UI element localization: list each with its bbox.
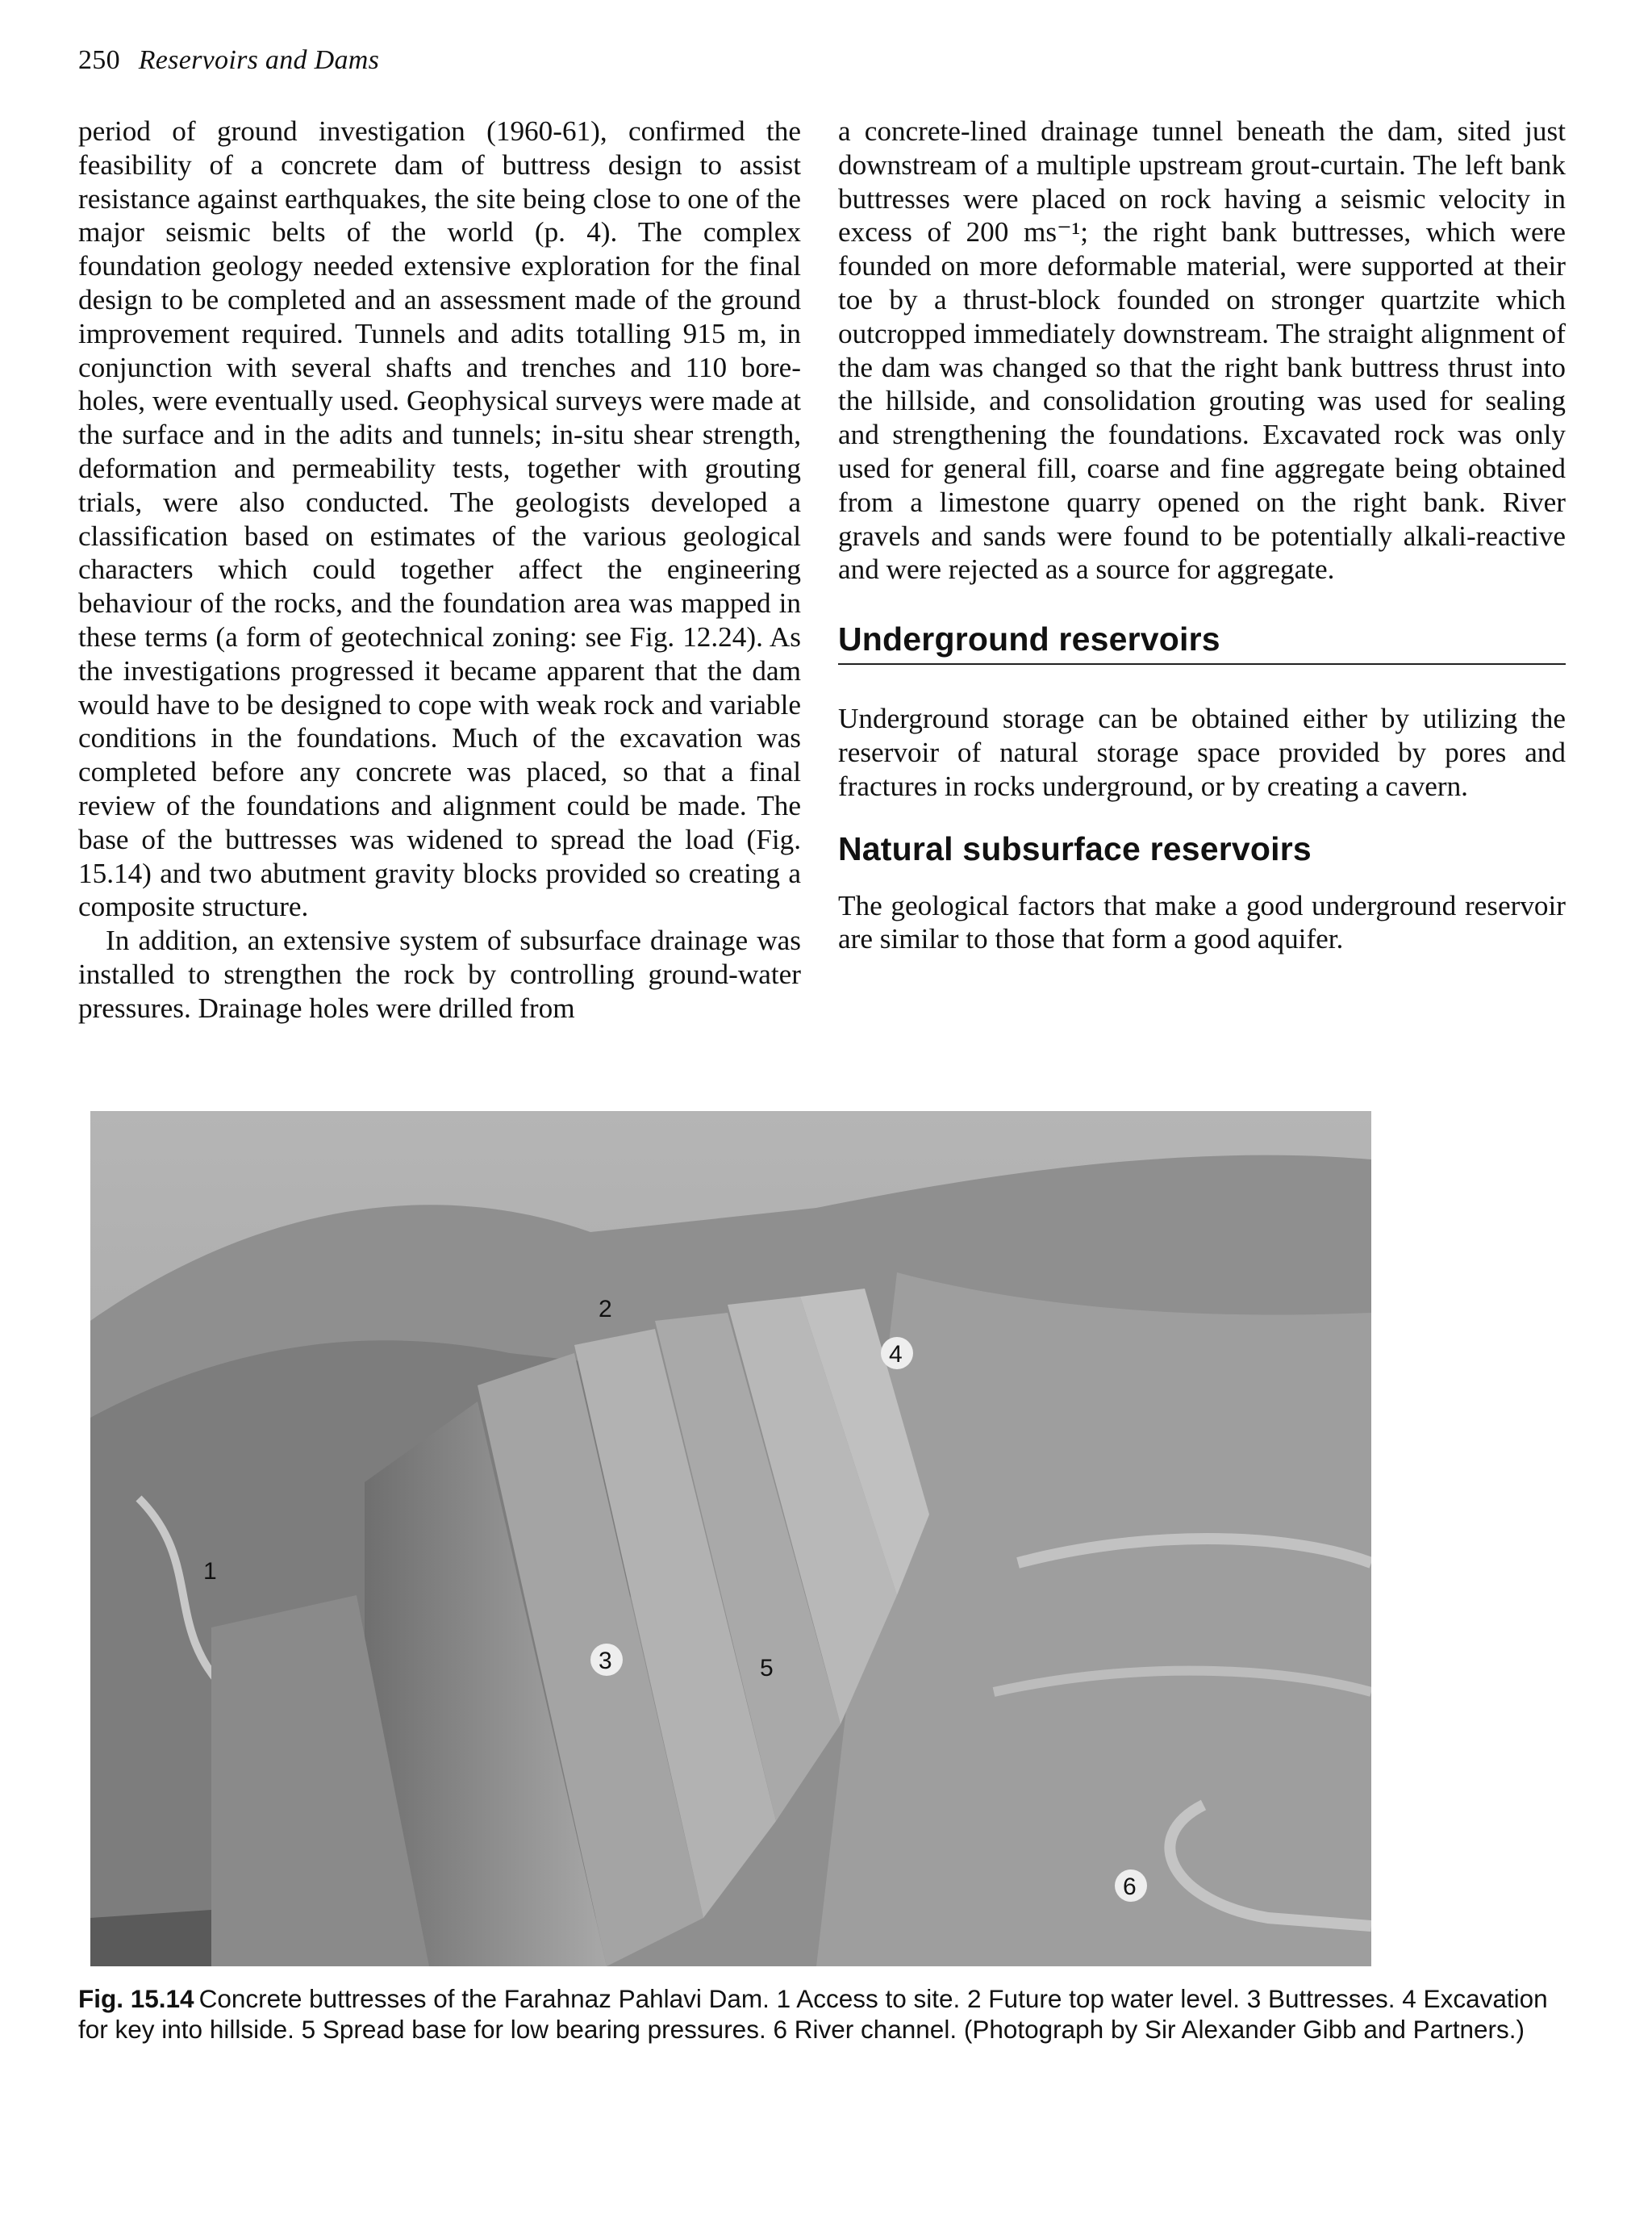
figure-caption-label: Fig. 15.14 [78, 1984, 194, 2013]
figure-caption-text: Concrete buttresses of the Farahnaz Pahlavi Dam. 1 Access to site. 2 Future top water level. 3 Buttresses. 4 Excavation for key into hillside. 5 Spread base for low bearing pressures. 6 River channel. (Photograph by Sir Alexander Gibb and Partners.) [78, 1984, 1548, 2044]
figure-caption [78, 1983, 1566, 2045]
heading-rule [838, 663, 1566, 665]
right-paragraph-3: The geological factors that make a good underground reservoir are similar to those that form a good aquifer. [838, 889, 1566, 955]
left-paragraph-1: period of ground investigation (1960-61), confirmed the feasibility of a concrete dam of buttress design to assist resistance against earthquakes, the site being close to one of the major seismic belts of the world (p. 4). The complex foundation geology needed extensive exploration for the final design to be completed and an assessment made of the ground improvement required. Tunnels and adits totalling 915 m, in conjunction with several shafts and trenches and 110 bore-holes, were eventually used. Geophysical surveys were made at the surface and in the adits and tunnels; in-situ shear strength, deformation and permeability tests, together with grouting trials, were also conducted. The geologists developed a classification based on estimates of the various geological characters which could together affect the engineering behaviour of the rocks, and the foundation area was mapped in these terms (a form of geotechnical zoning: see Fig. 12.24). As the investigations progressed it became apparent that the dam would have to be designed to cope with weak rock and variable conditions in the foundations. Much of the excavation was completed before any concrete was placed, so that a final review of the foundations and alignment could be made. The base of the buttresses was widened to spread the load (Fig. 15.14) and two abutment gravity blocks provided so creating a composite structure. [78, 115, 801, 923]
right-column [838, 115, 1566, 956]
left-paragraph-2: In addition, an extensive system of subsurface drainage was installed to strengthen the rock by controlling ground-water pressures. Drainage holes were drilled from [78, 925, 801, 1024]
running-head [78, 45, 379, 76]
right-paragraph-2: Underground storage can be obtained either by utilizing the reservoir of natural storage space provided by pores and fractures in rocks underground, or by creating a cavern. [838, 703, 1566, 802]
photo-marker-4: 4 [889, 1341, 903, 1368]
left-column [78, 115, 801, 1026]
book-title: Reservoirs and Dams [138, 45, 380, 75]
subsection-heading: Natural subsurface reservoirs [838, 829, 1312, 867]
photo-marker-6: 6 [1123, 1874, 1137, 1900]
foreground-shadow [90, 1910, 211, 1966]
hillside-right [816, 1272, 1371, 1966]
dam-photo-illustration [90, 1111, 1371, 1966]
photo-marker-5: 5 [760, 1655, 774, 1681]
dam-photograph [90, 1111, 1371, 1966]
section-heading: Underground reservoirs [838, 620, 1220, 658]
photo-marker-1: 1 [203, 1558, 217, 1585]
photo-marker-3: 3 [599, 1648, 612, 1674]
page-number: 250 [78, 45, 120, 75]
photo-marker-2: 2 [599, 1296, 612, 1322]
right-paragraph-1: a concrete-lined drainage tunnel beneath the dam, sited just downstream of a multiple upstream grout-curtain. The left bank buttresses were placed on rock having a seismic velocity in excess of 200 ms⁻¹; the right bank buttresses, which were founded on more deformable material, were supported at their toe by a thrust-block founded on stronger quartzite which outcropped immediately downstream. The straight alignment of the dam was changed so that the right bank buttress thrust into the hillside, and consolidation grouting was used for sealing and strengthening the foundations. Excavated rock was only used for general fill, coarse and fine aggregate being obtained from a limestone quarry opened on the right bank. River gravels and sands were found to be potentially alkali-reactive and were rejected as a source for aggregate. [838, 115, 1566, 586]
